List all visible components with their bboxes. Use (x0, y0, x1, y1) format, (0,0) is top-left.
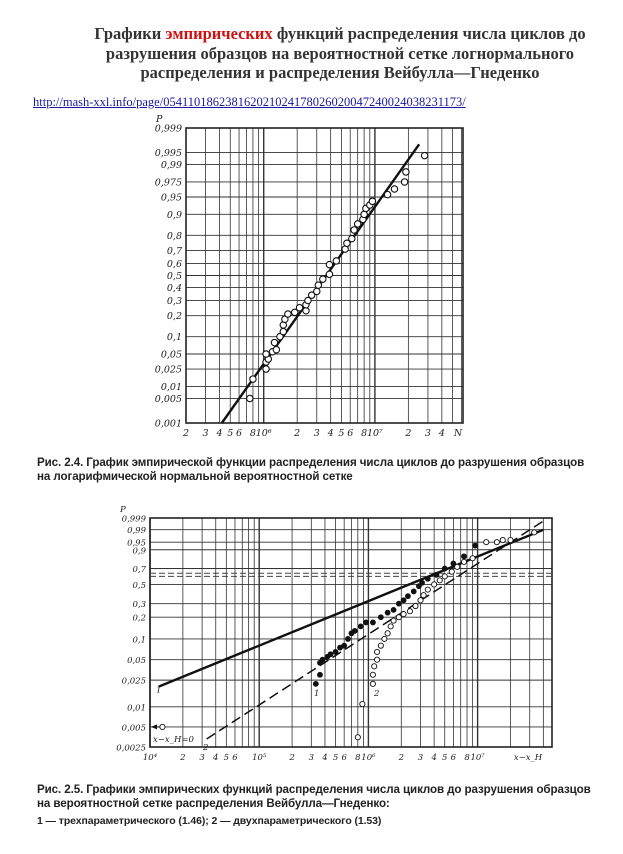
data-point-series-1 (352, 628, 357, 633)
y-tick-label: 0,9 (132, 546, 146, 557)
x-tick-label: 4 (213, 753, 219, 763)
data-point-series-1 (342, 643, 347, 648)
title-text: Графики (94, 24, 166, 43)
data-point-series-2 (413, 603, 418, 608)
data-point-series-2 (382, 636, 387, 641)
data-point-series-1 (378, 615, 383, 620)
y-tick-label: 0,999 (121, 514, 146, 525)
x-tick-label: 2 (405, 428, 412, 439)
figure-2-4-chart (130, 110, 470, 450)
data-point (354, 221, 360, 227)
x-tick-label: 2 (180, 753, 186, 763)
data-point (280, 328, 286, 334)
data-point-series-1 (317, 672, 322, 677)
data-point (271, 339, 277, 345)
y-tick-label: 0,1 (132, 635, 146, 646)
x-tick-label: 6 (450, 753, 457, 763)
title-text-rest: функций распределения числа циклов до разрушения образцов на вероятностной сетке логнормального распределения и распределения Вейбулла—Гнеденко (105, 24, 586, 82)
data-point-series-2 (407, 609, 412, 614)
data-point-series-2 (532, 530, 537, 535)
y-axis-label: P (156, 114, 163, 125)
x-tick-label: 2 (289, 753, 295, 763)
data-point-series-2 (385, 631, 390, 636)
x-tick-label: 3 (199, 753, 205, 763)
y-tick-label: 0,7 (166, 245, 182, 257)
x-tick-label: 5 (227, 428, 234, 439)
data-point (391, 186, 397, 192)
data-point-series-1 (405, 594, 410, 599)
y-tick-label: 0,2 (132, 613, 146, 624)
data-point-series-1 (461, 554, 466, 559)
x-tick-label: 3 (202, 428, 209, 439)
y-tick-label: 0,975 (154, 177, 182, 189)
x-tick-label: 8 (355, 753, 361, 763)
data-point-series-1 (425, 576, 430, 581)
data-point-series-1 (442, 566, 447, 571)
data-point-series-2 (396, 615, 401, 620)
x-tick-label: 6 (347, 428, 354, 439)
page-title (60, 24, 620, 83)
data-point-series-2 (500, 537, 505, 542)
data-point (403, 169, 409, 175)
data-point-series-2 (374, 657, 379, 662)
x-tick-label: 8 (464, 753, 470, 763)
data-point-series-2 (461, 559, 466, 564)
x-tick-label: 3 (308, 753, 315, 763)
data-point-series-2 (484, 540, 489, 545)
y-tick-label: 0,3 (132, 600, 146, 611)
data-point-series-1 (391, 607, 396, 612)
line-1-label: 1 (156, 685, 162, 696)
title-highlight: эмпирических (165, 24, 273, 43)
data-point-series-2 (437, 578, 442, 583)
line-2-label: 2 (203, 742, 209, 753)
data-point (285, 311, 291, 317)
y-tick-label: 0,4 (166, 283, 182, 295)
x-tick-label: 4 (216, 428, 223, 439)
data-point (315, 282, 321, 288)
y-tick-label: 0,05 (160, 349, 182, 361)
x-tick-label: 4 (327, 428, 334, 439)
y-tick-label: 0,99 (127, 526, 146, 537)
y-tick-label: 0,2 (166, 311, 182, 323)
series-1-label: 1 (314, 688, 320, 699)
data-point-series-2 (388, 624, 393, 629)
x-tick-label: 4 (438, 428, 445, 439)
y-tick-label: 0,0025 (116, 743, 146, 754)
data-point (401, 179, 407, 185)
y-tick-label: 0,01 (160, 382, 182, 394)
figure-2-4-caption: Рис. 2.4. График эмпирической функции распределения числа циклов до разрушения образцов на логарифмической нормальной вероятностной сетке (37, 456, 585, 483)
zero-shift-label: x−x_H=0 (153, 734, 194, 745)
x-tick-label: 3 (313, 428, 320, 439)
data-point (296, 304, 302, 310)
data-point-series-2 (372, 664, 377, 669)
data-point (314, 288, 320, 294)
data-point (273, 347, 279, 353)
y-tick-label: 0,01 (127, 703, 146, 714)
y-tick-label: 0,6 (166, 258, 182, 270)
y-tick-label: 0,5 (166, 271, 182, 282)
y-tick-label: 0,3 (166, 296, 182, 308)
y-tick-label: 0,7 (132, 564, 146, 575)
y-tick-label: 0,999 (154, 123, 182, 135)
x-tick-label: 4 (431, 753, 437, 763)
x-tick-label: 6 (236, 428, 243, 439)
data-point-series-1 (385, 610, 390, 615)
x-tick-label: 10⁷ (366, 428, 383, 439)
fit-line-2 (207, 521, 544, 739)
data-point (326, 271, 332, 277)
x-tick-label: 10⁷ (470, 753, 485, 763)
data-point (384, 191, 390, 197)
y-tick-label: 0,1 (166, 332, 182, 344)
data-point (263, 351, 269, 357)
x-tick-label: 3 (424, 428, 431, 439)
data-point-series-1 (320, 657, 325, 662)
arrow-left-icon (151, 724, 157, 729)
x-tick-label: 8 (361, 428, 368, 439)
data-point-series-2 (494, 540, 499, 545)
data-point-series-1 (370, 620, 375, 625)
y-tick-label: 0,99 (160, 159, 182, 171)
x-tick-label: 5 (338, 428, 345, 439)
data-point (369, 198, 375, 204)
data-point (263, 366, 269, 372)
data-point-series-2 (449, 569, 454, 574)
y-tick-label: 0,025 (121, 676, 146, 687)
data-point-series-1 (401, 598, 406, 603)
data-point-series-2 (360, 701, 365, 706)
data-point-series-2 (470, 556, 475, 561)
data-point-series-1 (396, 601, 401, 606)
data-point (250, 376, 256, 382)
x-tick-label: 5 (332, 753, 339, 763)
data-point-series-2 (378, 643, 383, 648)
y-tick-label: 0,05 (127, 656, 146, 667)
data-point (333, 258, 339, 264)
x-tick-label: 2 (294, 428, 301, 439)
figure-2-5-caption (37, 783, 607, 828)
y-tick-label: 0,95 (160, 192, 182, 204)
figure-2-5-caption-text: Рис. 2.5. Графики эмпирических функций распределения числа циклов до разрушения образцов на вероятностной сетке распределения Вейбулла—Гнеденко: (37, 783, 591, 810)
figure-2-5-legend: 1 — трехпараметрического (1.46); 2 — двухпараметрического (1.53) (37, 815, 382, 827)
data-point-series-1 (333, 649, 338, 654)
y-axis-label: P (120, 505, 126, 515)
data-point-series-2 (432, 582, 437, 587)
x-tick-label: 8 (249, 428, 256, 439)
y-tick-label: 0,995 (154, 148, 182, 160)
x-tick-label: 6 (232, 753, 238, 763)
data-point (421, 152, 427, 158)
y-tick-label: 0,025 (154, 364, 182, 376)
y-tick-label: 0,9 (166, 209, 182, 221)
fit-line-1 (159, 530, 544, 687)
x-tick-label: 2 (182, 428, 190, 439)
x-tick-label: 4 (322, 753, 328, 763)
y-tick-label: 0,001 (154, 418, 182, 430)
data-point (320, 276, 326, 282)
x-tick-label: 10⁴ (142, 753, 158, 763)
data-point-series-1 (328, 652, 333, 657)
data-point-series-2 (455, 564, 460, 569)
data-point-series-2 (401, 612, 406, 617)
y-tick-label: 0,005 (154, 393, 182, 405)
data-point-series-1 (358, 624, 363, 629)
data-point-series-2 (421, 593, 426, 598)
data-point-series-2 (370, 681, 375, 686)
data-point-series-1 (411, 589, 416, 594)
y-tick-label: 0,95 (127, 538, 146, 549)
figure-2-5-chart (100, 500, 560, 780)
data-point-series-2 (374, 649, 379, 654)
data-point-series-2 (160, 724, 165, 729)
series-2-label: 2 (374, 688, 380, 699)
data-point-series-2 (508, 537, 513, 542)
x-tick-label: 2 (398, 753, 404, 763)
data-point-series-1 (345, 636, 350, 641)
data-point-series-1 (313, 681, 318, 686)
data-point-series-1 (473, 543, 478, 548)
data-point (349, 235, 355, 241)
data-point-series-2 (418, 598, 423, 603)
x-tick-label: 6 (341, 753, 347, 763)
data-point-series-2 (370, 672, 375, 677)
x-tick-label: 5 (223, 753, 230, 763)
data-point-series-2 (355, 735, 360, 740)
x-tick-label: 5 (442, 753, 448, 763)
x-tick-label: 10⁵ (252, 753, 267, 763)
y-tick-label: 0,5 (132, 580, 146, 591)
data-point (326, 261, 332, 267)
data-point-series-1 (434, 572, 439, 577)
source-link[interactable]: http://mash-xxl.info/page/054110186238162021024178026020047240024038231173/ (33, 95, 466, 109)
x-tick-label: 10⁶ (361, 753, 376, 763)
x-tick-label: 3 (417, 753, 424, 763)
data-point-series-1 (363, 620, 368, 625)
y-tick-label: 0,005 (121, 723, 146, 734)
data-point (351, 227, 357, 233)
data-point-series-2 (442, 574, 447, 579)
x-axis-label: x−x_H (513, 753, 543, 763)
x-tick-label: 10⁶ (255, 428, 272, 439)
x-axis-label: N (453, 428, 463, 439)
y-tick-label: 0,8 (166, 230, 182, 242)
data-point-series-2 (391, 618, 396, 623)
data-point (303, 308, 309, 314)
data-point-series-2 (425, 587, 430, 592)
data-point-series-1 (420, 580, 425, 585)
data-point (247, 395, 253, 401)
